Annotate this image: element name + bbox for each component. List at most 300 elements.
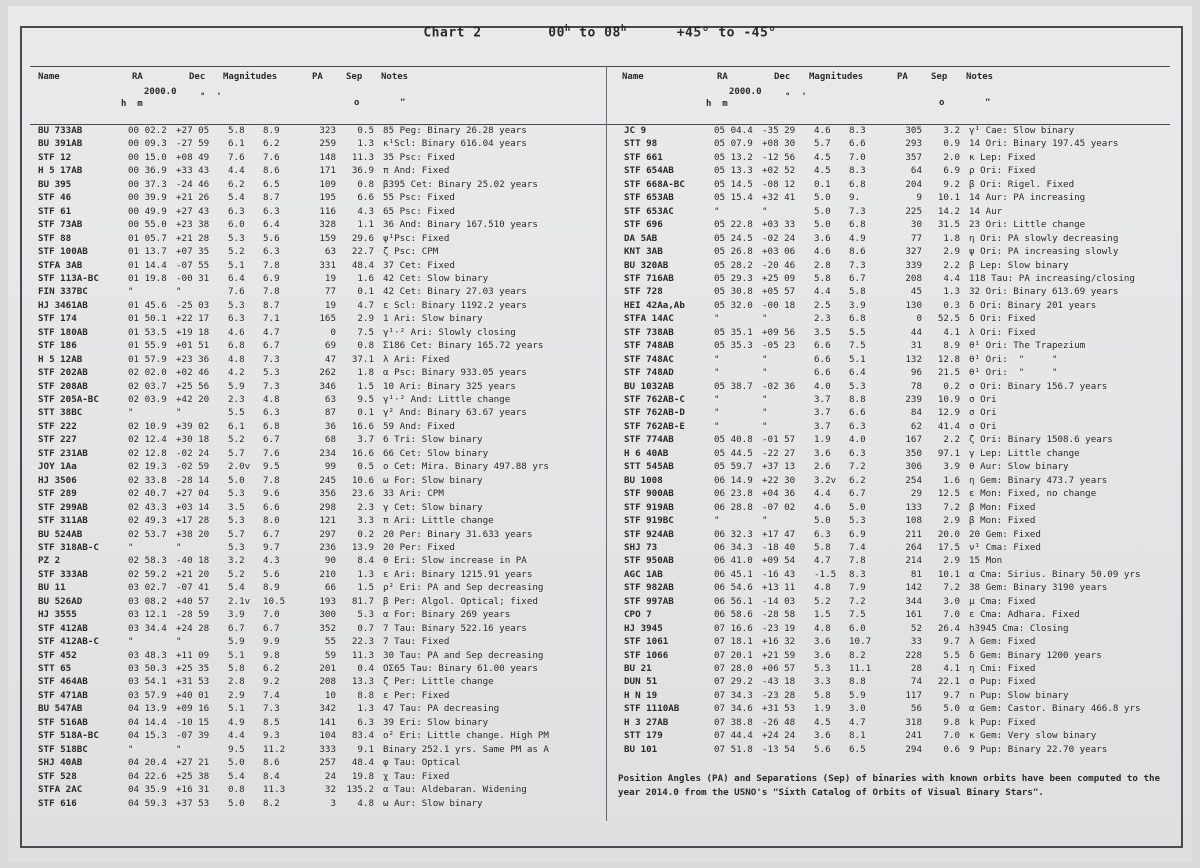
sep-value: 37.1 — [351, 353, 374, 365]
notes: 118 Tau: PA increasing/closing — [969, 272, 1135, 284]
dec-value: -26 48 — [762, 716, 796, 728]
dec-value: +42 20 — [176, 394, 210, 405]
dec-value: +33 43 — [176, 165, 210, 177]
magnitude-primary: 6.8 — [228, 340, 245, 352]
dec-value: +09 56 — [762, 326, 796, 338]
magnitude-secondary: 6.4 — [263, 219, 280, 231]
magnitude-secondary: 8.7 — [263, 192, 280, 204]
magnitude-secondary: 6.0 — [849, 622, 866, 634]
magnitude-secondary: 8.1 — [849, 730, 866, 742]
ra-value: 02 49.3 — [128, 515, 167, 527]
ra-to: 08 — [604, 25, 621, 41]
header-top-rule — [30, 66, 1170, 67]
magnitude-primary: 5.9 — [228, 636, 245, 648]
dec-value: -07 02 — [762, 501, 796, 513]
pa-value: 236 — [319, 541, 336, 553]
ra-value: 00 39.9 — [128, 192, 167, 204]
dec-value: -22 27 — [762, 447, 796, 459]
star-name: STF 61 — [38, 205, 72, 217]
magnitude-secondary: 4.3 — [263, 555, 280, 567]
star-name: H N 19 — [624, 689, 658, 701]
notes: ε Mon: Fixed, no change — [969, 488, 1097, 500]
ra-value: 05 44.5 — [714, 447, 753, 459]
notes: 33 Ari: CPM — [383, 488, 444, 500]
notes: θ¹ Ori: " " — [969, 367, 1058, 379]
dec-value: +17 47 — [762, 528, 796, 540]
magnitude-secondary: 6.5 — [849, 743, 866, 755]
dec-value: +40 57 — [176, 595, 210, 607]
magnitude-secondary: 7.0 — [849, 151, 866, 163]
star-name: STF 748AC — [624, 353, 674, 365]
magnitude-secondary: 7.8 — [263, 474, 280, 486]
dec-value: -02 36 — [762, 380, 796, 392]
star-name: STF 412AB-C — [38, 636, 99, 648]
notes: 10 Ari: Binary 325 years — [383, 380, 516, 392]
star-name: STF 46 — [38, 192, 72, 204]
magnitude-primary: 5.3 — [228, 232, 245, 244]
magnitude-secondary: 11.2 — [263, 743, 286, 755]
notes: ω For: Slow binary — [383, 474, 483, 486]
magnitude-primary: 6.6 — [814, 353, 831, 365]
ra-value: 05 40.8 — [714, 434, 753, 446]
header-sep-unit: o — [354, 98, 360, 108]
magnitude-primary: 5.8 — [228, 663, 245, 674]
magnitude-secondary: 6.7 — [263, 528, 280, 540]
magnitude-secondary: 9.7 — [263, 541, 280, 553]
pa-value: 161 — [905, 609, 922, 621]
magnitude-primary: 3.5 — [228, 501, 245, 513]
dec-value: +06 57 — [762, 663, 796, 674]
sep-value: 10.1 — [937, 568, 960, 580]
magnitude-secondary: 7.0 — [263, 609, 280, 621]
star-name: JOY 1Aa — [38, 461, 77, 473]
pa-value: 36 — [324, 420, 336, 432]
pa-value: 28 — [910, 663, 922, 674]
sep-value: 12.8 — [937, 353, 960, 365]
magnitude-primary: 5.2 — [228, 246, 245, 258]
magnitude-primary: 7.6 — [228, 286, 245, 298]
magnitude-primary: 5.0 — [228, 474, 245, 486]
header-notes: Notes — [966, 72, 994, 82]
magnitude-primary: 2.8 — [228, 676, 245, 688]
pa-value: 81 — [910, 568, 922, 580]
pa-value: 298 — [319, 501, 336, 513]
notes: ω Aur: Slow binary — [383, 797, 483, 809]
header-dec-units: ° ' — [200, 92, 222, 102]
pa-value: 297 — [319, 528, 336, 540]
magnitude-secondary: 7.9 — [849, 582, 866, 594]
star-name: STF 924AB — [624, 528, 674, 540]
notes: γ Lep: Little change — [969, 447, 1080, 459]
notes: ρ Ori: Fixed — [969, 165, 1036, 177]
magnitude-secondary: 7.6 — [263, 151, 280, 163]
ra-value: 05 29.3 — [714, 272, 753, 284]
magnitude-primary: 0.1 — [814, 178, 831, 190]
magnitude-primary: 5.4 — [228, 770, 245, 782]
notes: 47 Tau: PA decreasing — [383, 703, 500, 715]
dec-value: -18 40 — [762, 541, 796, 553]
sep-value: 23.6 — [351, 488, 374, 500]
notes: 7 Tau: Fixed — [383, 636, 450, 648]
magnitude-primary: 5.4 — [228, 582, 245, 594]
star-name: BU 320AB — [624, 259, 669, 271]
ra-value: 07 20.1 — [714, 649, 753, 661]
ra-value: 05 26.8 — [714, 246, 753, 258]
magnitude-primary: 3.3 — [814, 676, 831, 688]
ra-value: 05 35.3 — [714, 340, 753, 352]
sep-value: 41.4 — [937, 420, 960, 432]
notes: ρ² Eri: PA and Sep decreasing — [383, 582, 544, 594]
ra-value: 05 04.4 — [714, 125, 753, 136]
star-name: STF 654AB — [624, 165, 674, 177]
ra-value: 06 45.1 — [714, 568, 753, 580]
star-name: STF 100AB — [38, 246, 88, 258]
sep-value: 9.2 — [943, 178, 960, 190]
star-name: STF 528 — [38, 770, 77, 782]
star-name: AGC 1AB — [624, 568, 663, 580]
sep-value: 4.1 — [943, 326, 960, 338]
star-name: BU 524AB — [38, 528, 83, 540]
magnitude-primary: 1.9 — [814, 434, 831, 446]
sep-value: 4.1 — [943, 663, 960, 674]
magnitude-primary: 3.2v — [814, 474, 837, 486]
pa-value: 10 — [324, 689, 336, 701]
ra-value: 07 44.4 — [714, 730, 753, 742]
notes: ζ Per: Little change — [383, 676, 494, 688]
magnitude-primary: 3.2 — [228, 555, 245, 567]
magnitude-secondary: 5.5 — [849, 326, 866, 338]
ra-value: 04 14.4 — [128, 716, 167, 728]
pa-value: 0 — [916, 313, 922, 325]
notes: 1 Ari: Slow binary — [383, 313, 483, 325]
sep-value: 1.5 — [357, 582, 374, 594]
sep-value: 22.7 — [351, 246, 374, 258]
sep-value: 19.8 — [351, 770, 374, 782]
notes: σ Ori — [969, 420, 997, 432]
chart-title — [8, 24, 1192, 40]
dec-value: " — [762, 394, 768, 405]
magnitude-primary: 5.5 — [228, 407, 245, 419]
magnitude-primary: 3.6 — [814, 730, 831, 742]
magnitude-secondary: 7.1 — [263, 313, 280, 325]
sep-value: 36.9 — [351, 165, 374, 177]
dec-value: +03 33 — [762, 219, 796, 231]
pa-value: 208 — [319, 676, 336, 688]
magnitude-secondary: 10.5 — [263, 595, 286, 607]
star-name: STFA 3AB — [38, 259, 83, 271]
magnitude-primary: -1.5 — [814, 568, 837, 580]
ra-value: 05 15.4 — [714, 192, 753, 204]
footnote: Position Angles (PA) and Separations (Sep) of binaries with known orbits have been computed to the year 2014.0 from the USNO's "Sixth Catalog of Orbits of Visual Binary Stars". — [618, 773, 1161, 798]
ra-value: 01 53.5 — [128, 326, 167, 338]
notes: γ¹·² Ari: Slowly closing — [383, 326, 516, 338]
star-name: STF 748AD — [624, 367, 674, 379]
dec-value: -05 23 — [762, 340, 796, 352]
notes: σ Ori — [969, 394, 997, 405]
magnitude-primary: 3.6 — [814, 447, 831, 459]
star-name: STF 518BC — [38, 743, 88, 755]
pa-value: 346 — [319, 380, 336, 392]
dec-value: +16 32 — [762, 636, 796, 648]
pa-value: 159 — [319, 232, 336, 244]
notes: π And: Fixed — [383, 165, 450, 177]
ra-value: " — [714, 394, 720, 405]
ra-value: 00 49.9 — [128, 205, 167, 217]
sep-value: 2.2 — [943, 434, 960, 446]
star-name: BU 1008 — [624, 474, 663, 486]
star-name: STF 762AB-C — [624, 394, 685, 405]
magnitude-secondary: 5.3 — [849, 515, 866, 527]
notes: λ Ori: Fixed — [969, 326, 1036, 338]
header-ra-units: h m — [706, 99, 728, 109]
pa-value: 241 — [905, 730, 922, 742]
ra-value: 03 08.2 — [128, 595, 167, 607]
pa-value: 245 — [319, 474, 336, 486]
ra-value: 07 51.8 — [714, 743, 753, 755]
notes: o Cet: Mira. Binary 497.88 yrs — [383, 461, 549, 473]
pa-value: 99 — [324, 461, 336, 473]
dec-value: " — [762, 353, 768, 365]
notes: 15 Mon — [969, 555, 1003, 567]
star-name: BU 526AD — [38, 595, 83, 607]
dec-value: -16 43 — [762, 568, 796, 580]
sep-value: 1.6 — [357, 272, 374, 284]
magnitude-secondary: 5.9 — [849, 689, 866, 701]
magnitude-secondary: 9. — [849, 192, 861, 204]
notes: 20 Gem: Fixed — [969, 528, 1041, 540]
dec-value: +21 20 — [176, 568, 210, 580]
dec-value: +19 18 — [176, 326, 210, 338]
sep-value: 2.9 — [943, 555, 960, 567]
magnitude-primary: 6.6 — [814, 367, 831, 379]
star-name: STF 950AB — [624, 555, 674, 567]
sep-value: 0.3 — [943, 299, 960, 311]
sep-value: 2.9 — [943, 246, 960, 258]
star-name: BU 1032AB — [624, 380, 674, 392]
pa-value: 305 — [905, 125, 922, 136]
ra-value: 01 19.8 — [128, 272, 167, 284]
dec-value: +27 04 — [176, 488, 210, 500]
dec-value: -40 18 — [176, 555, 210, 567]
pa-value: 342 — [319, 703, 336, 715]
dec-value: -28 59 — [176, 609, 210, 621]
notes: η Gem: Binary 473.7 years — [969, 474, 1108, 486]
magnitude-primary: 3.9 — [228, 609, 245, 621]
magnitude-secondary: 8.3 — [849, 165, 866, 177]
pa-value: 24 — [324, 770, 336, 782]
notes: 66 Cet: Slow binary — [383, 447, 489, 459]
magnitude-secondary: 7.8 — [849, 555, 866, 567]
star-name: STF 311AB — [38, 515, 88, 527]
magnitude-secondary: 8.2 — [263, 797, 280, 809]
star-name: STF 471AB — [38, 689, 88, 701]
star-name: STF 516AB — [38, 716, 88, 728]
pa-value: 59 — [324, 649, 336, 661]
pa-value: 19 — [324, 272, 336, 284]
notes: γ¹·² And: Little change — [383, 394, 511, 405]
magnitude-secondary: 4.7 — [263, 326, 280, 338]
ra-value: 00 15.0 — [128, 151, 167, 163]
sep-value: 2.0 — [943, 151, 960, 163]
magnitude-secondary: 6.5 — [263, 178, 280, 190]
magnitude-secondary: 6.8 — [849, 313, 866, 325]
star-name: STF 919AB — [624, 501, 674, 513]
notes: σ Ori — [969, 407, 997, 419]
dec-value: -13 54 — [762, 743, 796, 755]
sep-value: 83.4 — [351, 730, 374, 742]
star-name: BU 391AB — [38, 138, 83, 150]
ra-value: 06 54.6 — [714, 582, 753, 594]
sep-value: 1.8 — [943, 232, 960, 244]
magnitude-primary: 3.7 — [814, 420, 831, 432]
star-name: STF 464AB — [38, 676, 88, 688]
sep-value: 5.0 — [943, 703, 960, 715]
header-name: Name — [622, 72, 644, 82]
sep-value: 0.2 — [943, 380, 960, 392]
dec-value: -10 15 — [176, 716, 210, 728]
pa-value: 87 — [324, 407, 336, 419]
pa-value: 225 — [905, 205, 922, 217]
pa-value: 116 — [319, 205, 336, 217]
star-name: STF 997AB — [624, 595, 674, 607]
magnitude-secondary: 11.1 — [849, 663, 872, 674]
magnitude-secondary: 6.7 — [263, 434, 280, 446]
notes: δ Ori: Binary 201 years — [969, 299, 1097, 311]
magnitude-secondary: 5.6 — [263, 568, 280, 580]
sep-value: 29.6 — [351, 232, 374, 244]
sep-value: 1.3 — [357, 138, 374, 150]
sep-value: 3.7 — [357, 434, 374, 446]
magnitude-secondary: 7.3 — [849, 205, 866, 217]
magnitude-secondary: 7.3 — [263, 703, 280, 715]
magnitude-primary: 4.4 — [814, 488, 831, 500]
pa-value: 339 — [905, 259, 922, 271]
pa-value: 19 — [324, 299, 336, 311]
ra-value: 04 13.9 — [128, 703, 167, 715]
ra-value: 00 09.3 — [128, 138, 167, 150]
star-name: STF 318AB-C — [38, 541, 99, 553]
star-name: BU 21 — [624, 663, 652, 674]
pa-value: 357 — [905, 151, 922, 163]
header-notes-unit: " — [985, 98, 991, 108]
magnitude-primary: 6.2 — [228, 178, 245, 190]
dec-value: +13 11 — [762, 582, 796, 594]
magnitude-primary: 5.0 — [814, 219, 831, 231]
dec-value: +24 24 — [762, 730, 796, 742]
ra-value: 05 32.0 — [714, 299, 753, 311]
pa-value: 84 — [910, 407, 922, 419]
notes: ν¹ Cma: Fixed — [969, 541, 1041, 553]
ra-value: 02 10.9 — [128, 420, 167, 432]
magnitude-primary: 5.3 — [228, 488, 245, 500]
ra-value: 07 18.1 — [714, 636, 753, 648]
magnitude-secondary: 8.4 — [263, 770, 280, 782]
ra-value: " — [714, 353, 720, 365]
dec-value: +27 43 — [176, 205, 210, 217]
pa-value: 208 — [905, 272, 922, 284]
magnitude-secondary: 6.7 — [849, 488, 866, 500]
dec-value: +03 06 — [762, 246, 796, 258]
notes: α Gem: Castor. Binary 466.8 yrs — [969, 703, 1141, 715]
pa-value: 109 — [319, 178, 336, 190]
magnitude-secondary: 8.2 — [849, 649, 866, 661]
notes: 23 Ori: Little change — [969, 219, 1086, 231]
ra-value: 03 50.3 — [128, 663, 167, 674]
sep-value: 5.5 — [943, 649, 960, 661]
header-sep-unit: o — [939, 98, 945, 108]
pa-value: 9 — [916, 192, 922, 204]
magnitude-secondary: 4.0 — [849, 434, 866, 446]
notes: ζ Ori: Binary 1508.6 years — [969, 434, 1113, 446]
dec-value: +09 16 — [176, 703, 210, 715]
ra-value: 03 54.1 — [128, 676, 167, 688]
chart-sheet — [8, 6, 1192, 862]
dec-value: +08 49 — [176, 151, 210, 163]
pa-value: 193 — [319, 595, 336, 607]
magnitude-secondary: 9.9 — [263, 636, 280, 648]
star-name: STF 900AB — [624, 488, 674, 500]
notes: β Per: Algol. Optical; fixed — [383, 595, 538, 607]
notes: λ Gem: Fixed — [969, 636, 1036, 648]
pa-value: 90 — [324, 555, 336, 567]
magnitude-secondary: 6.6 — [849, 407, 866, 419]
sep-value: 5.3 — [357, 609, 374, 621]
star-name: STF 653AB — [624, 192, 674, 204]
ra-value: 00 02.2 — [128, 125, 167, 136]
magnitude-primary: 6.3 — [814, 528, 831, 540]
sep-value: 10.1 — [937, 192, 960, 204]
magnitude-primary: 4.8 — [814, 622, 831, 634]
notes: β Mon: Fixed — [969, 515, 1036, 527]
notes: ε Scl: Binary 1192.2 years — [383, 299, 527, 311]
ra-value: 02 19.3 — [128, 461, 167, 473]
star-name: STF 289 — [38, 488, 77, 500]
pa-value: 294 — [905, 743, 922, 755]
dec-value: " — [176, 286, 182, 298]
star-name: SHJ 40AB — [38, 757, 83, 769]
magnitude-secondary: 6.2 — [263, 663, 280, 674]
dec-value: +25 56 — [176, 380, 210, 392]
ra-value: 04 35.9 — [128, 784, 167, 796]
pa-value: 141 — [319, 716, 336, 728]
pa-value: 195 — [319, 192, 336, 204]
dec-value: +37 53 — [176, 797, 210, 809]
magnitude-primary: 4.4 — [228, 165, 245, 177]
star-name: STF 1066 — [624, 649, 669, 661]
dec-value: +01 51 — [176, 340, 210, 352]
ra-value: 05 35.1 — [714, 326, 753, 338]
notes: θ Eri: Slow increase in PA — [383, 555, 527, 567]
sep-value: 0.8 — [357, 340, 374, 352]
star-name: STF 227 — [38, 434, 77, 446]
star-name: BU 101 — [624, 743, 658, 755]
magnitude-secondary: 7.4 — [849, 541, 866, 553]
magnitude-primary: 3.7 — [814, 394, 831, 405]
star-name: STF 728 — [624, 286, 663, 298]
notes: 38 Gem: Binary 3190 years — [969, 582, 1108, 594]
star-name: STT 65 — [38, 663, 72, 674]
magnitude-primary: 3.6 — [814, 636, 831, 648]
notes: 42 Cet: Slow binary — [383, 272, 489, 284]
pa-value: 210 — [319, 568, 336, 580]
notes: OΣ65 Tau: Binary 61.00 years — [383, 663, 538, 674]
magnitude-primary: 5.3 — [228, 515, 245, 527]
sep-value: 3.9 — [943, 461, 960, 473]
header-epoch: 2000.0 — [144, 87, 177, 97]
dec-value: -07 39 — [176, 730, 210, 742]
magnitude-secondary: 3.9 — [849, 299, 866, 311]
magnitude-primary: 1.5 — [814, 609, 831, 621]
